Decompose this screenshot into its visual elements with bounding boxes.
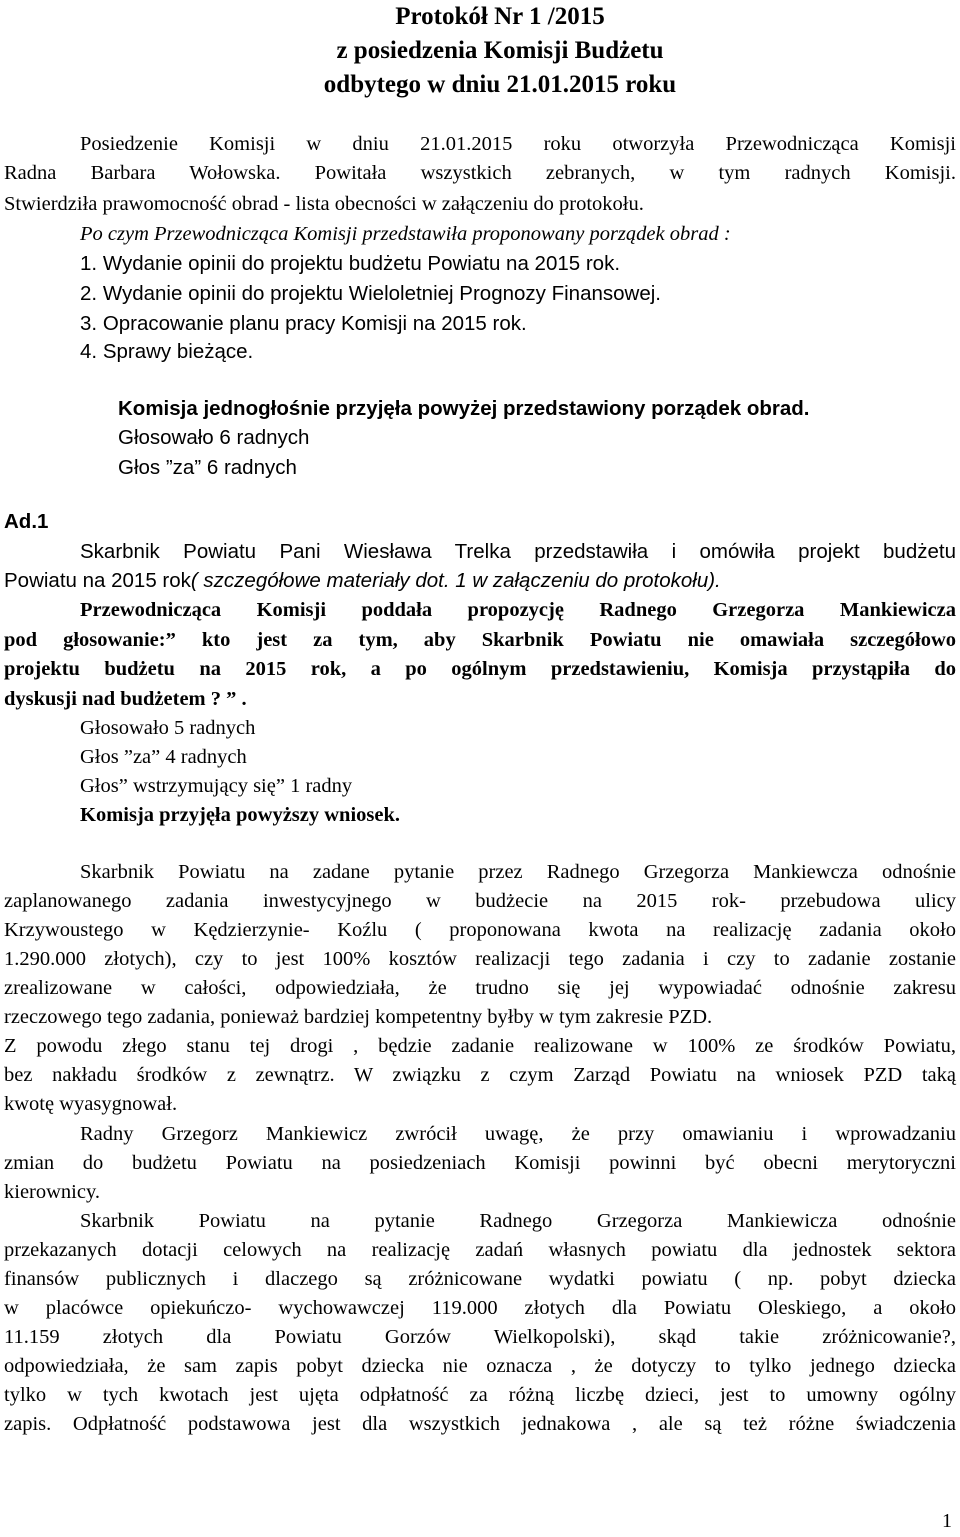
body-line: 1.290.000 złotych), czy to jest 100% kosztów realizacji tego zadania i czy to zadanie zostanie: [4, 948, 956, 970]
ad1-label: Ad.1: [4, 510, 49, 533]
ad1-bold-line-3: projektu budżetu na 2015 rok, a po ogólnym przedstawieniu, Komisja przystąpiła do: [4, 658, 956, 680]
ad1-bold-line-4: dyskusji nad budżetem ? ” .: [4, 688, 247, 710]
body-line: przekazanych dotacji celowych na realizację zadań własnych powiatu dla jednostek sektora: [4, 1239, 956, 1261]
intro-line-4: Po czym Przewodnicząca Komisji przedstawiła proponowany porządek obrad :: [80, 223, 731, 245]
agenda-item: 1. Wydanie opinii do projektu budżetu Powiatu na 2015 rok.: [80, 252, 621, 275]
intro-line-1: Posiedzenie Komisji w dniu 21.01.2015 roku otworzyła Przewodnicząca Komisji: [80, 133, 956, 155]
vote2-accepted: Komisja przyjęła powyższy wniosek.: [80, 804, 401, 826]
title-line-1: Protokół Nr 1 /2015: [395, 3, 605, 30]
vote2-voted: Głosowało 5 radnych: [80, 717, 256, 739]
ad1-line-1: Skarbnik Powiatu Pani Wiesława Trelka przedstawiła i omówiła projekt budżetu: [80, 540, 956, 563]
ad1-bold-line-1: Przewodnicząca Komisji poddała propozycję Radnego Grzegorza Mankiewicza: [80, 599, 956, 621]
body-line: kwotę wyasygnował.: [4, 1093, 178, 1115]
body-line: zrealizowane w całości, odpowiedziała, że trudno się jej wypowiadać odnośnie zakresu: [4, 977, 956, 999]
body-line: Radny Grzegorz Mankiewicz zwrócił uwagę, że przy omawianiu i wprowadzaniu: [80, 1123, 956, 1145]
body-line: Skarbnik Powiatu na zadane pytanie przez Radnego Grzegorza Mankiewcza odnośnie: [80, 861, 956, 883]
vote1-for: Głos ”za” 6 radnych: [118, 456, 297, 479]
body-line: Skarbnik Powiatu na pytanie Radnego Grzegorza Mankiewicza odnośnie: [80, 1210, 956, 1232]
body-line: Z powodu złego stanu tej drogi , będzie zadanie realizowane w 100% ze środków Powiatu,: [4, 1035, 956, 1057]
ad1-bold-line-2: pod głosowanie:” kto jest za tym, aby Skarbnik Powiatu nie omawiała szczegółowo: [4, 629, 956, 651]
body-line: zapis. Odpłatność podstawowa jest dla wszystkich jednakowa , ale są też różne świadczenia: [4, 1413, 956, 1435]
vote2-for: Głos ”za” 4 radnych: [80, 746, 247, 768]
vote2-abstain: Głos” wstrzymujący się” 1 radny: [80, 775, 353, 797]
body-line: zmian do budżetu Powiatu na posiedzeniach Komisji powinni być obecni merytoryczni: [4, 1152, 956, 1174]
agenda-item: 3. Opracowanie planu pracy Komisji na 2015 rok.: [80, 312, 527, 335]
agenda-item: 4. Sprawy bieżące.: [80, 340, 254, 363]
body-line: zaplanowanego zadania inwestycyjnego w budżecie na 2015 rok- przebudowa ulicy: [4, 890, 956, 912]
document-title: [0, 0, 960, 102]
intro-line-3: Stwierdziła prawomocność obrad - lista obecności w załączeniu do protokołu.: [4, 193, 644, 215]
body-line: bez nakładu środków z zewnątrz. W związku z czym Zarząd Powiatu na wniosek PZD taką: [4, 1064, 956, 1086]
body-line: 11.159 złotych dla Powiatu Gorzów Wielkopolski), skąd takie zróżnicowanie?,: [4, 1326, 956, 1348]
intro-line-2: Radna Barbara Wołowska. Powitała wszystkich zebranych, w tym radnych Komisji.: [4, 162, 956, 184]
agenda-item: 2. Wydanie opinii do projektu Wieloletniej Prognozy Finansowej.: [80, 282, 661, 305]
vote1-accepted: Komisja jednogłośnie przyjęła powyżej przedstawiony porządek obrad.: [118, 397, 810, 420]
body-line: rzeczowego tego zadania, ponieważ bardziej kompetentny byłby w tym zakresie PZD.: [4, 1006, 713, 1028]
page-number: 1: [942, 1510, 952, 1532]
body-line: w placówce opiekuńczo- wychowawczej 119.000 złotych dla Powiatu Oleskiego, a około: [4, 1297, 956, 1319]
body-line: tylko w tych kwotach jest ujęta odpłatność za różną liczbę dzieci, jest to umowny ogólny: [4, 1384, 956, 1406]
vote1-voted: Głosowało 6 radnych: [118, 426, 310, 449]
body-line: kierownicy.: [4, 1181, 101, 1203]
ad1-line-2: Powiatu na 2015 rok( szczegółowe materiały dot. 1 w załączeniu do protokołu).: [4, 569, 721, 592]
body-line: finansów publicznych i dlaczego są zróżnicowane wydatki powiatu ( np. pobyt dziecka: [4, 1268, 956, 1290]
title-line-2: z posiedzenia Komisji Budżetu: [336, 37, 664, 64]
body-line: Krzywoustego w Kędzierzynie- Koźlu ( proponowana kwota na realizację zadania około: [4, 919, 956, 941]
title-line-3: odbytego w dniu 21.01.2015 roku: [323, 71, 677, 98]
body-line: odpowiedziała, że sam zapis pobyt dziecka nie oznacza , że dotyczy to tylko jednego dziecka: [4, 1355, 956, 1377]
